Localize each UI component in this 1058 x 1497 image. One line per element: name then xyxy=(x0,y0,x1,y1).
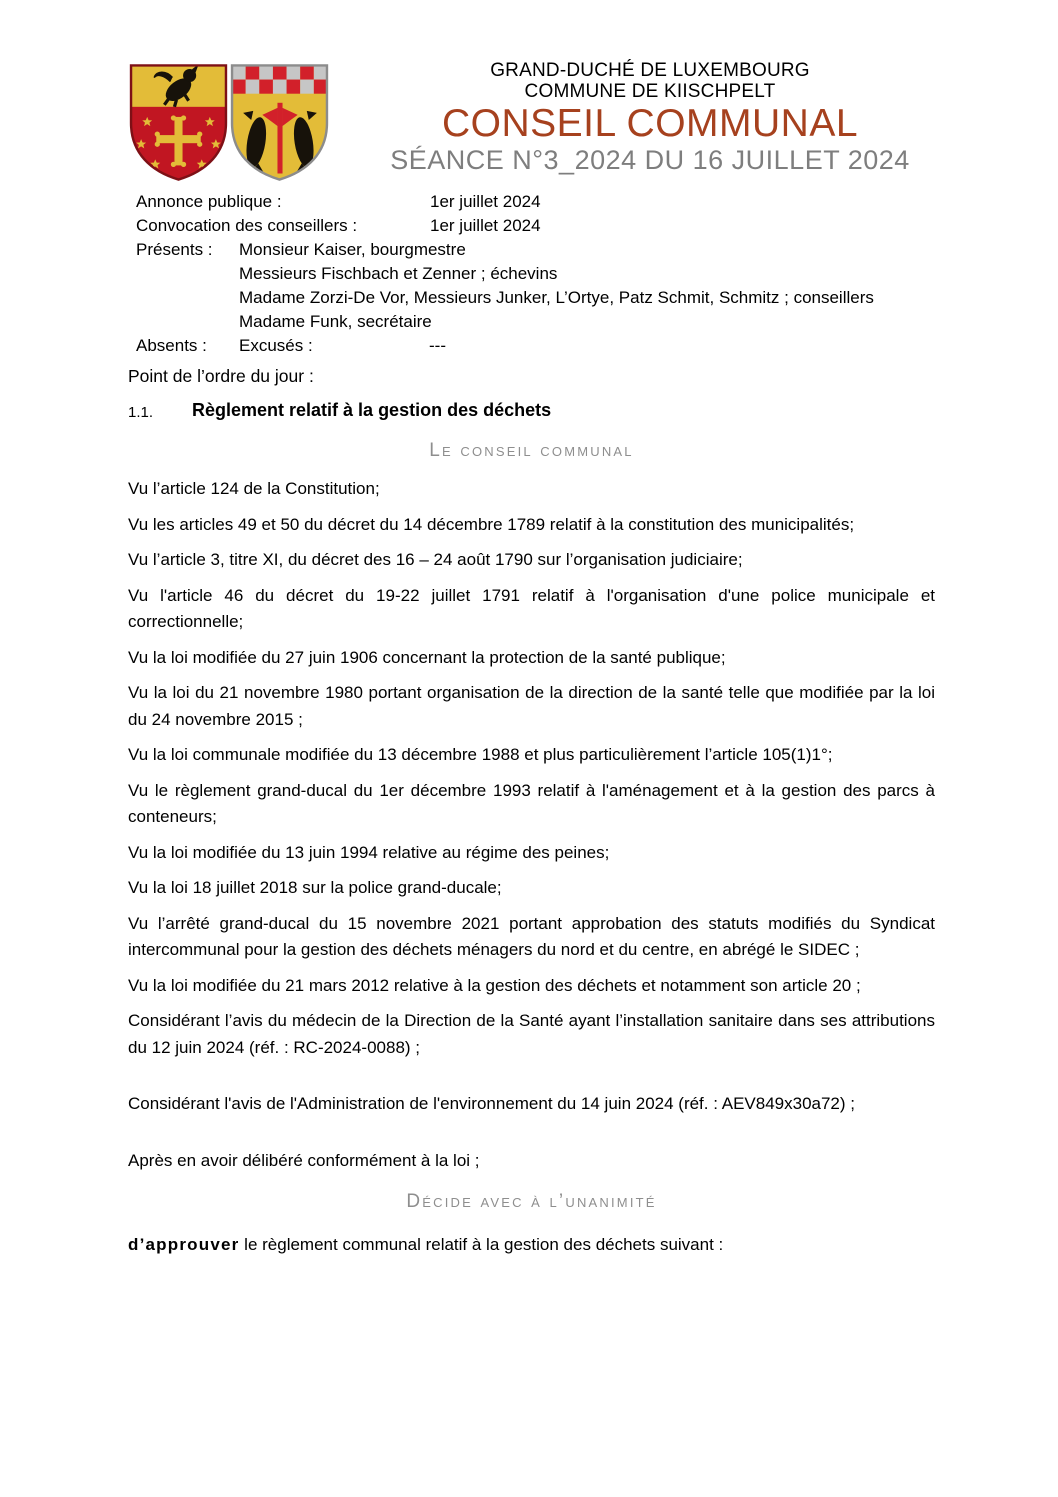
country-line: GRAND-DUCHÉ DE LUXEMBOURG xyxy=(490,60,810,81)
document-header xyxy=(0,0,1058,175)
decision-heading: Décide avec à l’unanimité xyxy=(406,1191,657,1212)
body-paragraph: Vu l’article 124 de la Constitution; xyxy=(128,479,380,498)
convocation-label: Convocation des conseillers : xyxy=(136,216,358,235)
body-paragraph: Vu la loi modifiée du 27 juin 1906 concernant la protection de la santé publique; xyxy=(128,647,726,667)
section-heading-conseil-communal: Le conseil communal xyxy=(429,440,634,461)
decision-verb: d’approuver xyxy=(128,1235,240,1254)
document-body xyxy=(128,364,935,1259)
body-paragraph: Vu l'article 46 du décret du 19-22 juillet 1791 relatif à l'organisation d'une police municipale et correctionnelle; xyxy=(128,585,935,631)
agenda-item-title: Règlement relatif à la gestion des déchets xyxy=(192,400,552,420)
body-paragraph: Vu la loi 18 juillet 2018 sur la police grand-ducale; xyxy=(128,878,502,897)
excuses-value: --- xyxy=(429,336,446,355)
body-paragraph: Vu la loi modifiée du 13 juin 1994 relative au régime des peines; xyxy=(128,842,610,862)
decision-rest: le règlement communal relatif à la gestion des déchets suivant : xyxy=(239,1235,724,1254)
absents-row xyxy=(136,334,938,358)
body-paragraph: Vu l’article 3, titre XI, du décret des 16 – 24 août 1790 sur l’organisation judiciaire; xyxy=(128,550,743,569)
body-paragraph: Vu les articles 49 et 50 du décret du 14 décembre 1789 relatif à la constitution des municipalités; xyxy=(128,514,855,534)
excuses-label: Excusés : xyxy=(239,336,313,355)
commune-crest xyxy=(128,62,330,186)
agenda-intro: Point de l’ordre du jour : xyxy=(128,366,314,386)
presents-row xyxy=(136,238,938,334)
body-paragraph: Considérant l’avis du médecin de la Direction de la Santé ayant l’installation sanitaire dans ses attributions du 12 juin 2024 (réf. : RC-2024-0088) ; xyxy=(128,1011,935,1057)
document-title: CONSEIL COMMUNAL xyxy=(441,102,859,145)
body-paragraph: Vu l’arrêté grand-ducal du 15 novembre 2021 portant approbation des statuts modifiés du Syndicat intercommunal pour la gestion des déchets ménagers du nord et du centre, en abrégé le SIDEC ; xyxy=(128,913,935,959)
announce-label: Annonce publique : xyxy=(136,192,282,211)
header-titles xyxy=(330,60,970,175)
announce-row xyxy=(136,190,938,214)
convocation-value: 1er juillet 2024 xyxy=(430,216,541,235)
announce-value: 1er juillet 2024 xyxy=(430,192,541,211)
attendee-line: Messieurs Fischbach et Zenner ; échevins xyxy=(239,264,558,283)
body-paragraph: Vu la loi du 21 novembre 1980 portant organisation de la direction de la santé telle que modifiée par la loi du 24 novembre 2015 ; xyxy=(128,683,935,729)
attendee-line: Madame Zorzi-De Vor, Messieurs Junker, L’Ortye, Patz Schmit, Schmitz ; conseillers xyxy=(239,288,874,307)
absents-label: Absents : xyxy=(136,336,207,355)
meeting-meta xyxy=(136,190,938,358)
body-paragraph: Vu la loi modifiée du 21 mars 2012 relative à la gestion des déchets et notamment son article 20 ; xyxy=(128,975,861,995)
commune-line: COMMUNE DE KIISCHPELT xyxy=(524,81,776,102)
paragraph-list xyxy=(128,476,935,1174)
agenda-item xyxy=(128,398,935,425)
session-subtitle: SÉANCE N°3_2024 DU 16 JUILLET 2024 xyxy=(390,145,910,175)
body-paragraph: Considérant l'avis de l'Administration de l'environnement du 14 juin 2024 (réf. : AEV849x30a72) ; xyxy=(128,1094,855,1113)
body-paragraph: Après en avoir délibéré conformément à la loi ; xyxy=(128,1150,480,1170)
body-paragraph: Vu le règlement grand-ducal du 1er décembre 1993 relatif à l'aménagement et à la gestion des parcs à conteneurs; xyxy=(128,780,935,826)
body-paragraph: Vu la loi communale modifiée du 13 décembre 1988 et plus particulièrement l’article 105(1)1°; xyxy=(128,745,833,764)
presents-list xyxy=(239,238,938,334)
convocation-row xyxy=(136,214,938,238)
coat-of-arms-icon xyxy=(128,62,330,186)
attendee-line: Monsieur Kaiser, bourgmestre xyxy=(239,240,466,259)
attendee-line: Madame Funk, secrétaire xyxy=(239,312,432,331)
presents-label: Présents : xyxy=(136,240,213,259)
agenda-item-number: 1.1. xyxy=(128,404,154,421)
decision-line xyxy=(128,1232,935,1259)
